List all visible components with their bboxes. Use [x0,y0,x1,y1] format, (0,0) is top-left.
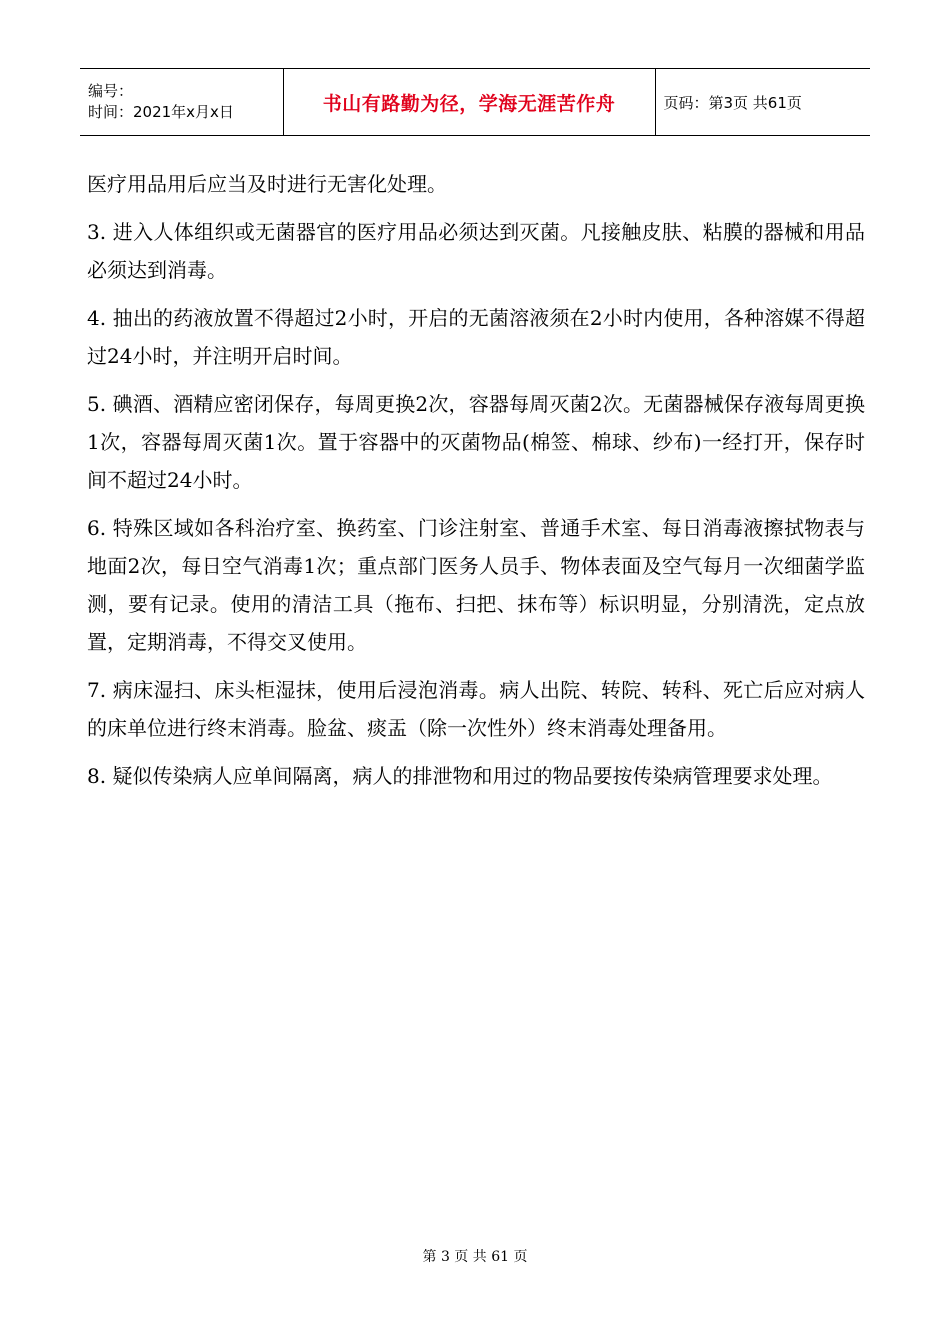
paragraph-item-6: 6. 特殊区域如各科治疗室、换药室、门诊注射室、普通手术室、每日消毒液擦拭物表与地面2次，每日空气消毒1次；重点部门医务人员手、物体表面及空气每月一次细菌学监测，要有记录。使用的清洁工具（拖布、扫把、抹布等）标识明显，分别清洗，定点放置，定期消毒，不得交叉使用。 [87,516,865,654]
paragraph-continuation: 医疗用品用后应当及时进行无害化处理。 [87,172,447,196]
document-body [87,165,865,805]
paragraph-item-8: 8. 疑似传染病人应单间隔离，病人的排泄物和用过的物品要按传染病管理要求处理。 [87,764,833,788]
paragraph-item-7: 7. 病床湿扫、床头柜湿抹，使用后浸泡消毒。病人出院、转院、转科、死亡后应对病人的床单位进行终末消毒。脸盆、痰盂（除一次性外）终末消毒处理备用。 [87,678,865,740]
paragraph-item-5: 5. 碘酒、酒精应密闭保存，每周更换2次，容器每周灭菌2次。无菌器械保存液每周更换1次，容器每周灭菌1次。置于容器中的灭菌物品(棉签、棉球、纱布)一经打开，保存时间不超过24小时。 [87,392,865,492]
paragraph-item-3: 3. 进入人体组织或无菌器官的医疗用品必须达到灭菌。凡接触皮肤、粘膜的器械和用品必须达到消毒。 [87,220,865,282]
header-motto: 书山有路勤为径，学海无涯苦作舟 [283,69,655,136]
paragraph-item-4: 4. 抽出的药液放置不得超过2小时，开启的无菌溶液须在2小时内使用，各种溶媒不得超过24小时，并注明开启时间。 [87,306,865,368]
header-page-info: 页码：第3页 共61页 [655,69,870,136]
document-header [80,68,870,136]
page-footer: 第 3 页 共 61 页 [422,1249,528,1265]
document-date-label: 时间：2021年x月x日 [88,103,234,121]
header-meta-cell [80,69,283,136]
document-number-label: 编号： [88,82,134,100]
